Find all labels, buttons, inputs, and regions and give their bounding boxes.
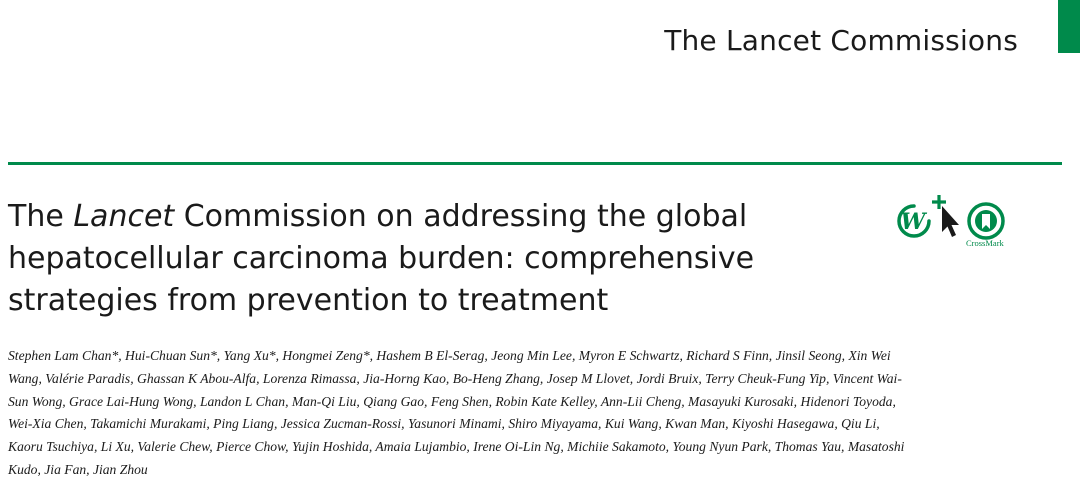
svg-text:W: W: [900, 209, 926, 235]
section-divider: [8, 162, 1062, 165]
article-tools: [896, 194, 1016, 250]
weblink-w-icon[interactable]: [896, 202, 932, 240]
crossmark-label[interactable]: CrossMark: [966, 238, 1004, 248]
section-color-tab: [1058, 0, 1080, 53]
title-rest: Commission on addressing the global hepatocellular carcinoma burden: comprehensive strategies from prevention to treatment: [8, 199, 755, 318]
title-prefix: The: [8, 199, 74, 234]
section-header: The Lancet Commissions: [664, 24, 1018, 57]
plus-cursor-icon[interactable]: [930, 194, 960, 240]
crossmark-icon[interactable]: [966, 202, 1006, 242]
article-title: [8, 196, 888, 322]
title-journal-italic: Lancet: [73, 199, 175, 234]
author-list: Stephen Lam Chan*, Hui-Chuan Sun*, Yang Xu*, Hongmei Zeng*, Hashem B El-Serag, Jeong Min Lee, Myron E Schwartz, Richard S Finn, Jinsil Seong, Xin Wei Wang, Valérie Paradis, Ghassan K Abou-Alfa, Lorenza Rimassa, Jia-Horng Kao, Bo-Heng Zhang, Josep M Llovet, Jordi Bruix, Terry Cheuk-Fung Yip, Vincent Wai-Sun Wong, Grace Lai-Hung Wong, Landon L Chan, Man-Qi Liu, Qiang Gao, Feng Shen, Robin Kate Kelley, Ann-Lii Cheng, Masayuki Kurosaki, Hidenori Toyoda, Wei-Xia Chen, Takamichi Murakami, Ping Liang, Jessica Zucman-Rossi, Yasunori Minami, Shiro Miyayama, Kui Wang, Kwan Man, Kiyoshi Hasegawa, Qiu Li, Kaoru Tsuchiya, Li Xu, Valerie Chew, Pierce Chow, Yujin Hoshida, Amaia Lujambio, Irene Oi-Lin Ng, Michiie Sakamoto, Young Nyun Park, Thomas Yau, Masatoshi Kudo, Jia Fan, Jian Zhou: [8, 348, 905, 477]
